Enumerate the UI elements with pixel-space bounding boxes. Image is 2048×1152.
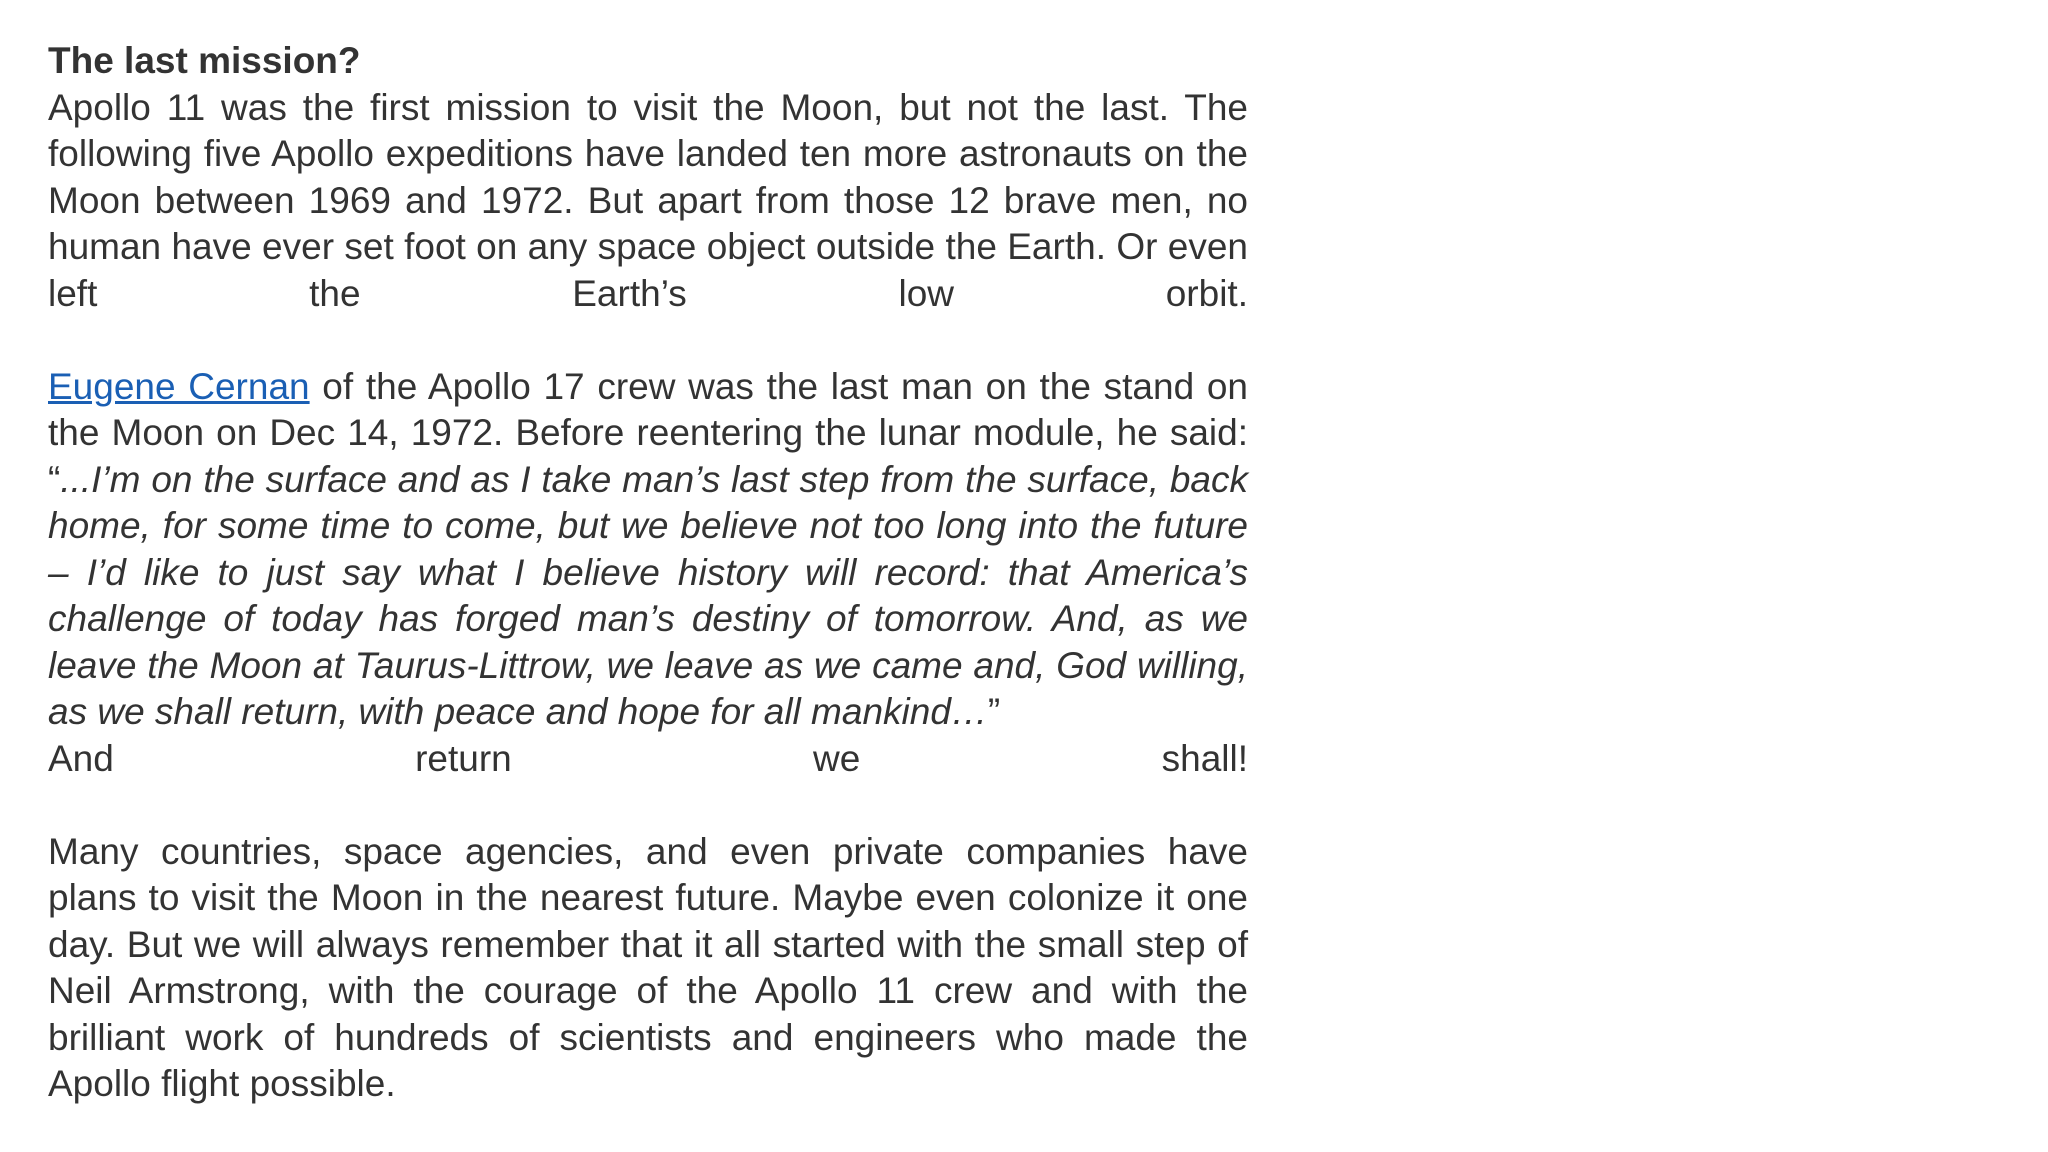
paragraph-return bbox=[48, 736, 1248, 829]
cernan-quote: ...I’m on the surface and as I take man’s last step from the surface, back home, for some time to come, but we believe not too long into the future – I’d like to just say what I believe history will record: that America’s challenge of today has forged man’s destiny of tomorrow. And, as we leave the Moon at Taurus-Littrow, we leave as we came and, God willing, as we shall return, with peace and hope for all mankind… bbox=[48, 458, 1248, 732]
quote-close-mark: ” bbox=[987, 691, 1001, 732]
paragraph-cernan bbox=[48, 364, 1248, 736]
paragraph-intro-text: Apollo 11 was the first mission to visit the Moon, but not the last. The following five Apollo expeditions have landed ten more astronauts on the Moon between 1969 and 1972. But apart from those 12 brave men, no human have ever set foot on any space object outside the Earth. Or even left the Earth’s low orbit. bbox=[48, 86, 1248, 314]
eugene-cernan-link[interactable]: Eugene Cernan bbox=[48, 365, 310, 407]
document-body bbox=[48, 38, 1248, 1108]
paragraph-future bbox=[48, 829, 1248, 1108]
section-title: The last mission? bbox=[48, 40, 361, 81]
paragraph-return-text: And return we shall! bbox=[48, 737, 1248, 779]
paragraph-cernan-text: of the Apollo 17 crew was the last man on the stand on the Moon on Dec 14, 1972. Before reentering the lunar module, he said: “ bbox=[48, 365, 1248, 500]
paragraph-future-text: Many countries, space agencies, and even private companies have plans to visit the Moon in the nearest future. Maybe even colonize it one day. But we will always remember that it all started with the small step of Neil Armstrong, with the courage of the Apollo 11 crew and with the brilliant work of hundreds of scientists and engineers who made the Apollo flight possible. bbox=[48, 830, 1248, 1104]
paragraph-intro bbox=[48, 85, 1248, 364]
